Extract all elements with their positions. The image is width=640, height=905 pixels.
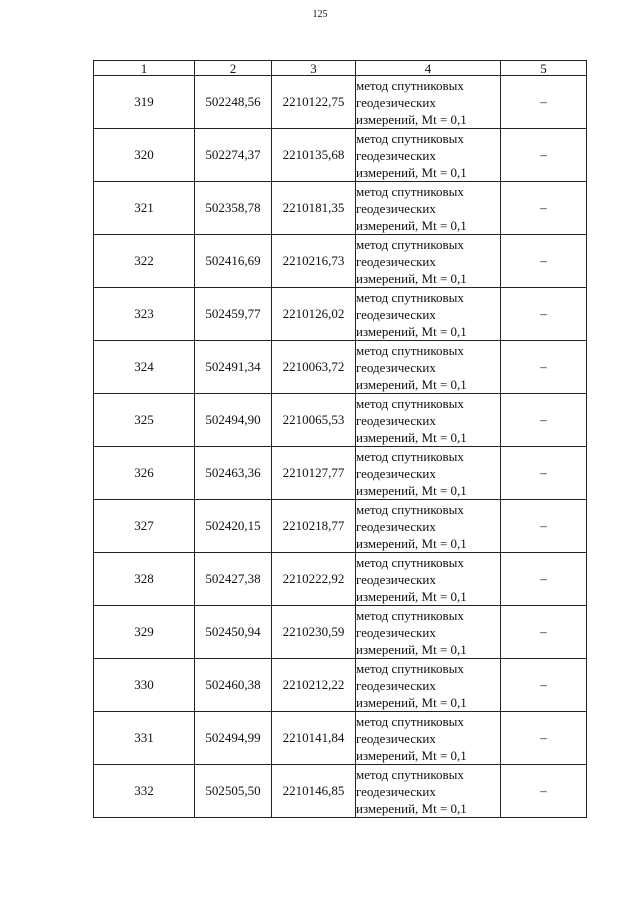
x-coordinate-cell: 502491,34: [195, 341, 272, 394]
column5-cell: –: [501, 500, 587, 553]
method-line: геодезических: [356, 412, 436, 428]
column5-cell: –: [501, 76, 587, 129]
y-coordinate-cell: 2210127,77: [272, 447, 356, 500]
method-line: метод спутниковых: [356, 77, 464, 93]
method-cell: [356, 765, 501, 818]
method-line: геодезических: [356, 783, 436, 799]
column5-cell: –: [501, 659, 587, 712]
y-coordinate-cell: 2210222,92: [272, 553, 356, 606]
column5-cell: –: [501, 235, 587, 288]
method-cell: [356, 447, 501, 500]
point-number-cell: 331: [94, 712, 195, 765]
column-header-3: 3: [272, 61, 356, 76]
point-number-cell: 320: [94, 129, 195, 182]
method-line: метод спутниковых: [356, 183, 464, 199]
method-line: измерений, Mt = 0,1: [356, 535, 467, 551]
y-coordinate-cell: 2210141,84: [272, 712, 356, 765]
y-coordinate-cell: 2210230,59: [272, 606, 356, 659]
method-line: метод спутниковых: [356, 448, 464, 464]
x-coordinate-cell: 502459,77: [195, 288, 272, 341]
point-number-cell: 321: [94, 182, 195, 235]
method-cell: [356, 500, 501, 553]
method-cell: [356, 235, 501, 288]
table-row: [94, 553, 587, 606]
column-header-5: 5: [501, 61, 587, 76]
column5-cell: –: [501, 288, 587, 341]
method-line: измерений, Mt = 0,1: [356, 111, 467, 127]
point-number-cell: 327: [94, 500, 195, 553]
table-row: [94, 500, 587, 553]
y-coordinate-cell: 2210146,85: [272, 765, 356, 818]
point-number-cell: 322: [94, 235, 195, 288]
column5-cell: –: [501, 341, 587, 394]
method-line: геодезических: [356, 730, 436, 746]
y-coordinate-cell: 2210218,77: [272, 500, 356, 553]
method-line: измерений, Mt = 0,1: [356, 800, 467, 816]
table-row: [94, 659, 587, 712]
method-line: геодезических: [356, 94, 436, 110]
x-coordinate-cell: 502248,56: [195, 76, 272, 129]
table-row: [94, 712, 587, 765]
table-body: [94, 76, 587, 818]
column5-cell: –: [501, 553, 587, 606]
point-number-cell: 329: [94, 606, 195, 659]
point-number-cell: 330: [94, 659, 195, 712]
table-header-row: [94, 61, 587, 76]
table-row: [94, 235, 587, 288]
table-row: [94, 765, 587, 818]
column-header-4: 4: [356, 61, 501, 76]
method-cell: [356, 288, 501, 341]
method-cell: [356, 606, 501, 659]
point-number-cell: 332: [94, 765, 195, 818]
y-coordinate-cell: 2210181,35: [272, 182, 356, 235]
method-line: измерений, Mt = 0,1: [356, 164, 467, 180]
method-line: геодезических: [356, 200, 436, 216]
method-cell: [356, 712, 501, 765]
method-line: метод спутниковых: [356, 766, 464, 782]
method-line: метод спутниковых: [356, 395, 464, 411]
table-header: [94, 61, 587, 76]
method-line: метод спутниковых: [356, 501, 464, 517]
x-coordinate-cell: 502450,94: [195, 606, 272, 659]
method-cell: [356, 341, 501, 394]
method-line: метод спутниковых: [356, 236, 464, 252]
method-line: измерений, Mt = 0,1: [356, 694, 467, 710]
y-coordinate-cell: 2210216,73: [272, 235, 356, 288]
page-number: 125: [312, 9, 328, 20]
method-line: геодезических: [356, 518, 436, 534]
table-row: [94, 606, 587, 659]
method-line: измерений, Mt = 0,1: [356, 429, 467, 445]
y-coordinate-cell: 2210122,75: [272, 76, 356, 129]
method-line: измерений, Mt = 0,1: [356, 482, 467, 498]
method-line: геодезических: [356, 359, 436, 375]
method-line: измерений, Mt = 0,1: [356, 588, 467, 604]
column5-cell: –: [501, 394, 587, 447]
x-coordinate-cell: 502358,78: [195, 182, 272, 235]
method-line: измерений, Mt = 0,1: [356, 217, 467, 233]
column5-cell: –: [501, 765, 587, 818]
x-coordinate-cell: 502494,90: [195, 394, 272, 447]
table-row: [94, 182, 587, 235]
table-row: [94, 76, 587, 129]
y-coordinate-cell: 2210212,22: [272, 659, 356, 712]
table-row: [94, 394, 587, 447]
method-line: метод спутниковых: [356, 607, 464, 623]
x-coordinate-cell: 502505,50: [195, 765, 272, 818]
method-cell: [356, 76, 501, 129]
y-coordinate-cell: 2210065,53: [272, 394, 356, 447]
column5-cell: –: [501, 182, 587, 235]
column5-cell: –: [501, 606, 587, 659]
method-cell: [356, 659, 501, 712]
method-line: метод спутниковых: [356, 130, 464, 146]
point-number-cell: 319: [94, 76, 195, 129]
method-line: геодезических: [356, 677, 436, 693]
method-line: геодезических: [356, 465, 436, 481]
x-coordinate-cell: 502494,99: [195, 712, 272, 765]
y-coordinate-cell: 2210126,02: [272, 288, 356, 341]
coordinates-table: [93, 60, 587, 818]
method-cell: [356, 553, 501, 606]
y-coordinate-cell: 2210063,72: [272, 341, 356, 394]
method-line: измерений, Mt = 0,1: [356, 641, 467, 657]
point-number-cell: 328: [94, 553, 195, 606]
x-coordinate-cell: 502274,37: [195, 129, 272, 182]
y-coordinate-cell: 2210135,68: [272, 129, 356, 182]
x-coordinate-cell: 502420,15: [195, 500, 272, 553]
method-line: метод спутниковых: [356, 289, 464, 305]
method-line: метод спутниковых: [356, 554, 464, 570]
point-number-cell: 326: [94, 447, 195, 500]
table-row: [94, 288, 587, 341]
method-line: геодезических: [356, 253, 436, 269]
table-row: [94, 341, 587, 394]
method-line: измерений, Mt = 0,1: [356, 270, 467, 286]
x-coordinate-cell: 502463,36: [195, 447, 272, 500]
x-coordinate-cell: 502460,38: [195, 659, 272, 712]
method-cell: [356, 129, 501, 182]
x-coordinate-cell: 502416,69: [195, 235, 272, 288]
method-line: геодезических: [356, 624, 436, 640]
column5-cell: –: [501, 129, 587, 182]
method-line: метод спутниковых: [356, 660, 464, 676]
method-cell: [356, 394, 501, 447]
x-coordinate-cell: 502427,38: [195, 553, 272, 606]
column-header-2: 2: [195, 61, 272, 76]
column5-cell: –: [501, 447, 587, 500]
column5-cell: –: [501, 712, 587, 765]
method-line: метод спутниковых: [356, 713, 464, 729]
column-header-1: 1: [94, 61, 195, 76]
method-line: геодезических: [356, 306, 436, 322]
method-line: метод спутниковых: [356, 342, 464, 358]
point-number-cell: 323: [94, 288, 195, 341]
method-line: измерений, Mt = 0,1: [356, 376, 467, 392]
table-row: [94, 129, 587, 182]
point-number-cell: 324: [94, 341, 195, 394]
point-number-cell: 325: [94, 394, 195, 447]
method-line: геодезических: [356, 571, 436, 587]
table-row: [94, 447, 587, 500]
method-line: измерений, Mt = 0,1: [356, 747, 467, 763]
method-cell: [356, 182, 501, 235]
method-line: измерений, Mt = 0,1: [356, 323, 467, 339]
method-line: геодезических: [356, 147, 436, 163]
